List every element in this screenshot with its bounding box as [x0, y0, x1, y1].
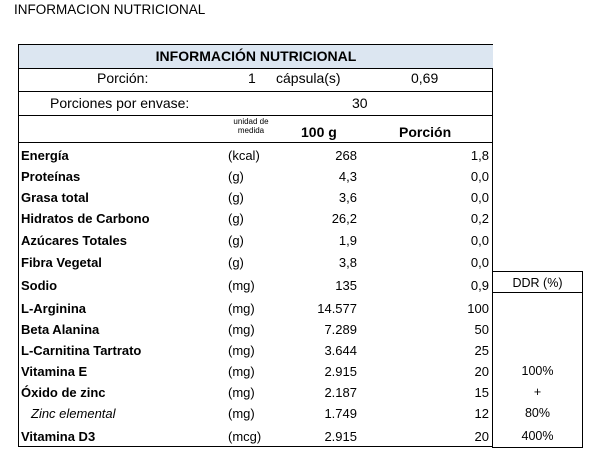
- row-portion: 0,0: [470, 169, 489, 184]
- row-per100: 268: [335, 148, 357, 163]
- row-name: Azúcares Totales: [21, 233, 127, 248]
- portion-label: Porción:: [97, 70, 149, 86]
- row-portion: 50: [474, 322, 489, 337]
- row-per100: 14.577: [317, 301, 357, 316]
- row-unit: (mg): [228, 364, 255, 379]
- row-per100: 2.915: [324, 364, 357, 379]
- document-title: INFORMACION NUTRICIONAL: [14, 2, 206, 17]
- ddr-value: 400%: [521, 429, 554, 443]
- row-unit: (kcal): [228, 148, 260, 163]
- row-name: Sodio: [21, 278, 58, 293]
- row-name: L-Carnitina Tartrato: [21, 343, 142, 358]
- header-divider: [19, 142, 493, 143]
- row-unit: (mg): [228, 385, 255, 400]
- row-portion: 0,0: [470, 233, 489, 248]
- row-unit: (g): [228, 169, 244, 184]
- nutrition-table: [18, 44, 493, 447]
- portion-weight: 0,69: [411, 70, 439, 86]
- ddr-value: 100%: [521, 364, 554, 378]
- ddr-divider: [493, 292, 582, 293]
- row-unit: (mg): [228, 301, 255, 316]
- row-per100: 3,6: [338, 190, 357, 205]
- row-per100: 7.289: [324, 322, 357, 337]
- row-per100: 3.644: [324, 343, 357, 358]
- row-name: L-Arginina: [21, 301, 86, 316]
- row-name: Beta Alanina: [21, 322, 100, 337]
- row-unit: (mg): [228, 278, 255, 293]
- row-unit: (mg): [228, 406, 255, 421]
- row-name: Hidratos de Carbono: [21, 211, 150, 226]
- row-unit: (mg): [228, 343, 255, 358]
- row-per100: 135: [335, 278, 357, 293]
- servings-label: Porciones por envase:: [50, 95, 190, 111]
- portion-count: 1: [248, 70, 256, 86]
- row-portion: 1,8: [470, 148, 489, 163]
- row-name: Grasa total: [21, 190, 89, 205]
- ddr-value: 80%: [524, 406, 551, 420]
- row-unit: (g): [228, 211, 244, 226]
- row-portion: 0,2: [470, 211, 489, 226]
- row-portion: 0,0: [470, 255, 489, 270]
- row-per100: 3,8: [338, 255, 357, 270]
- row-name: Energía: [21, 148, 69, 163]
- row-name: Óxido de zinc: [21, 385, 106, 400]
- ddr-header: DDR (%): [512, 276, 563, 290]
- row-name: Vitamina D3: [21, 429, 96, 444]
- row-divider: [19, 115, 493, 116]
- table-heading: INFORMACIÓN NUTRICIONAL: [19, 45, 493, 69]
- row-divider: [19, 91, 493, 92]
- row-portion: 0,9: [470, 278, 489, 293]
- row-per100: 1.749: [324, 406, 357, 421]
- row-unit: (g): [228, 255, 244, 270]
- row-name: Fibra Vegetal: [21, 255, 102, 270]
- row-per100: 1,9: [338, 233, 357, 248]
- row-portion: 20: [474, 429, 489, 444]
- portion-column-header: Porción: [399, 124, 452, 140]
- row-portion: 100: [467, 301, 489, 316]
- row-per100: 2.187: [324, 385, 357, 400]
- row-per100: 26,2: [331, 211, 357, 226]
- row-portion: 12: [474, 406, 489, 421]
- ddr-column: [492, 271, 583, 448]
- row-unit: (g): [228, 190, 244, 205]
- row-portion: 0,0: [470, 190, 489, 205]
- unit-column-header: unidad de medida: [233, 117, 269, 135]
- row-per100: 4,3: [338, 169, 357, 184]
- row-unit: (mg): [228, 322, 255, 337]
- row-portion: 20: [474, 364, 489, 379]
- portion-unit: cápsula(s): [276, 70, 341, 86]
- row-name: Proteínas: [21, 169, 81, 184]
- row-name: Vitamina E: [21, 364, 88, 379]
- row-unit: (g): [228, 233, 244, 248]
- row-unit: (mcg): [228, 429, 262, 444]
- row-per100: 2.915: [324, 429, 357, 444]
- ddr-value: +: [533, 385, 542, 399]
- row-name: Zinc elemental: [31, 406, 116, 421]
- per100-column-header: 100 g: [301, 124, 337, 140]
- row-portion: 25: [474, 343, 489, 358]
- servings-value: 30: [352, 95, 368, 111]
- row-portion: 15: [474, 385, 489, 400]
